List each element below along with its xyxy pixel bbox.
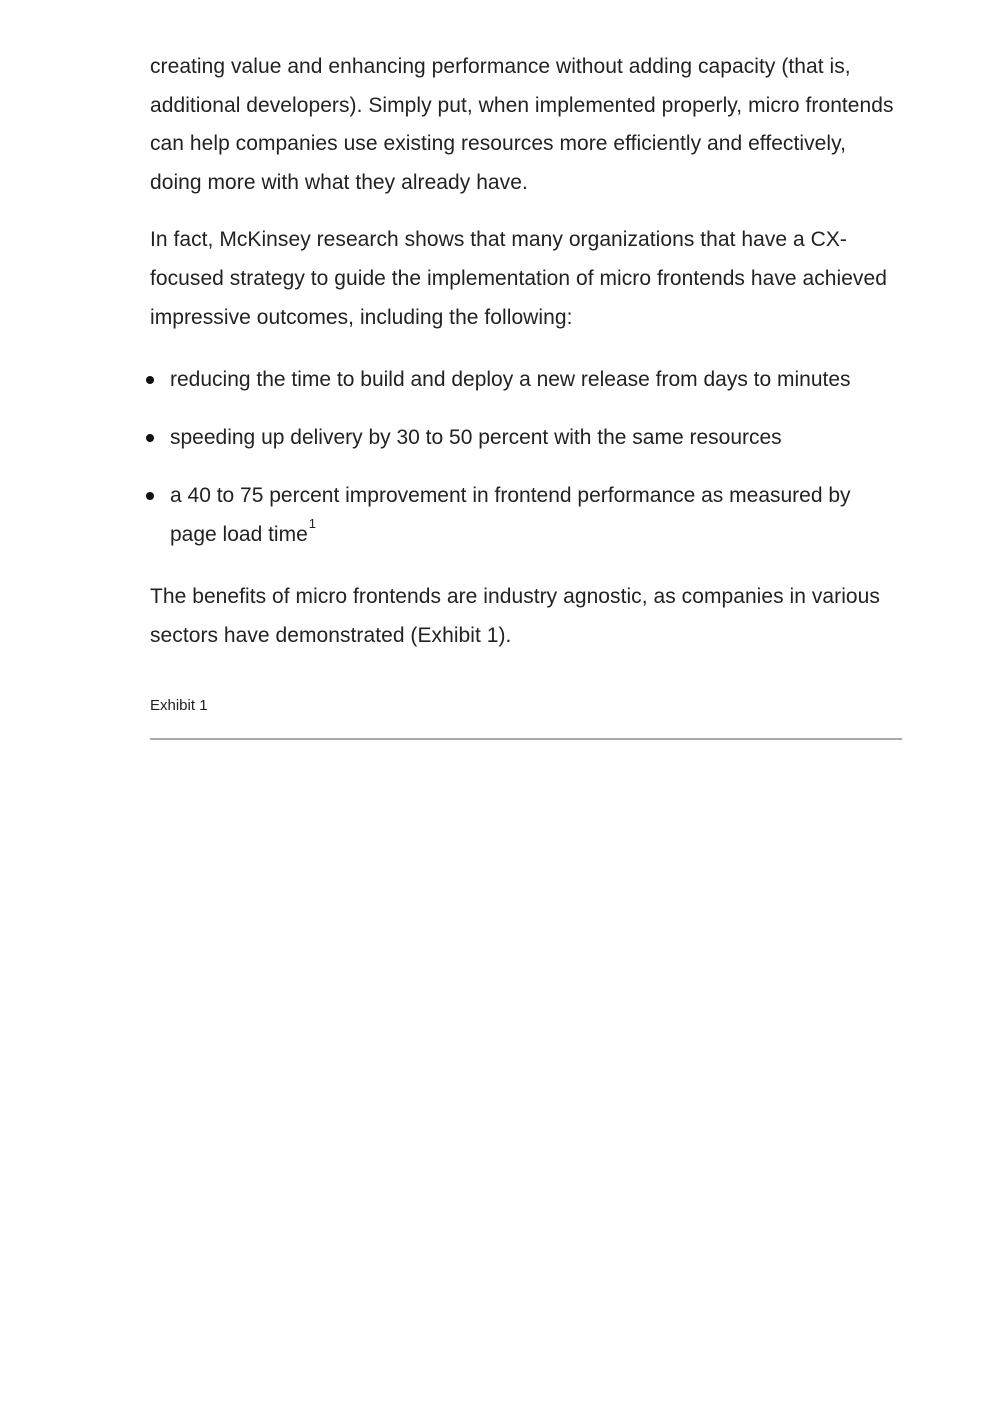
bullet-dot-icon — [146, 492, 154, 500]
article-body — [150, 48, 902, 740]
list-item — [150, 361, 902, 400]
list-item-text: speeding up delivery by 30 to 50 percent with the same resources — [170, 426, 782, 450]
list-item-text: a 40 to 75 percent improvement in frontend performance as measured by page load time — [170, 484, 851, 546]
exhibit-divider — [150, 738, 902, 740]
list-item-text: reducing the time to build and deploy a new release from days to minutes — [170, 368, 851, 392]
bullet-dot-icon — [146, 376, 154, 384]
list-item — [150, 419, 902, 458]
outcomes-list — [150, 361, 902, 554]
bullet-dot-icon — [146, 434, 154, 442]
paragraph-benefits: The benefits of micro frontends are industry agnostic, as companies in various sectors have demonstrated (Exhibit 1). — [150, 585, 880, 647]
paragraph-intro-continuation: creating value and enhancing performance without adding capacity (that is, additional developers). Simply put, when implemented properly, micro frontends can help companies use existing resources more efficiently and effectively, doing more with what they already have. — [150, 55, 894, 194]
footnote-marker[interactable]: 1 — [308, 515, 316, 531]
exhibit-label: Exhibit 1 — [150, 696, 208, 714]
paragraph-mckinsey-research: In fact, McKinsey research shows that many organizations that have a CX-focused strategy to guide the implementation of micro frontends have achieved impressive outcomes, including the following: — [150, 228, 887, 329]
list-item — [150, 477, 902, 554]
